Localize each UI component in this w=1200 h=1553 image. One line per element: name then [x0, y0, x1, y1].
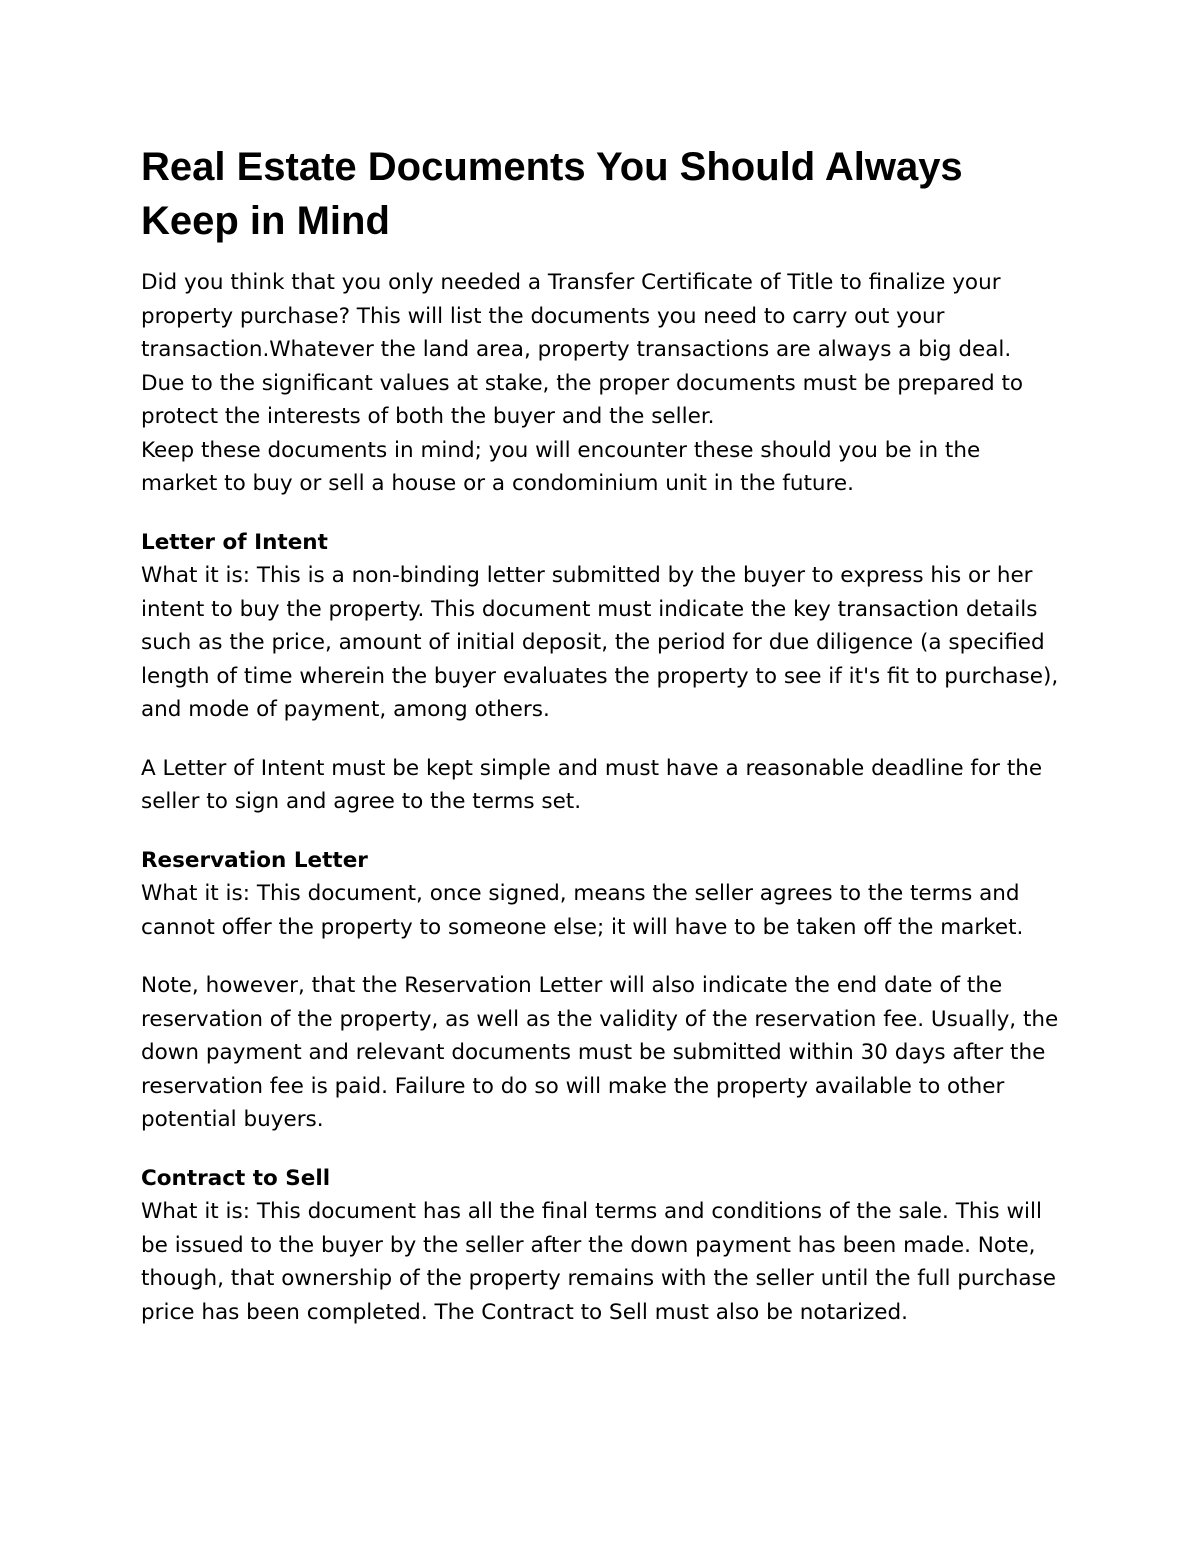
- document-title: Real Estate Documents You Should Always Keep in Mind: [141, 145, 963, 243]
- section-paragraph: A Letter of Intent must be kept simple and must have a reasonable deadline for the seller to sign and agree to the terms set.: [141, 755, 1043, 814]
- section-paragraph: Note, however, that the Reservation Letter will also indicate the end date of the reservation of the property, as well as the validity of the reservation fee. Usually, the down payment and relevant documents must be submitted within 30 days after the reservation fee is paid. Failure to do so will make the property available to other potential buyers.: [141, 973, 1059, 1132]
- section-heading: Contract to Sell: [141, 1165, 331, 1191]
- section-heading: Letter of Intent: [141, 529, 328, 555]
- section-paragraph: What it is: This document, once signed, means the seller agrees to the terms and cannot offer the property to someone else; it will have to be taken off the market.: [141, 881, 1024, 940]
- document-page: [141, 140, 1061, 1329]
- section-heading: Reservation Letter: [141, 847, 368, 873]
- intro-paragraph-2: Keep these documents in mind; you will encounter these should you be in the market to buy or sell a house or a condominium unit in the future.: [141, 437, 981, 496]
- section-contract-to-sell: [141, 1162, 1061, 1330]
- intro-block: [141, 266, 1061, 501]
- section-reservation-letter: [141, 844, 1061, 1137]
- intro-paragraph-1: Did you think that you only needed a Transfer Certificate of Title to finalize your property purchase? This will list the documents you need to carry out your transaction.Whatever the land area, property transactions are always a big deal. Due to the significant values at stake, the proper documents must be prepared to protect the interests of both the buyer and the seller.: [141, 270, 1024, 429]
- section-paragraph: What it is: This document has all the final terms and conditions of the sale. This will be issued to the buyer by the seller after the down payment has been made. Note, though, that ownership of the property remains with the seller until the full purchase price has been completed. The Contract to Sell must also be notarized.: [141, 1199, 1056, 1325]
- section-letter-of-intent: [141, 526, 1061, 819]
- section-paragraph: What it is: This is a non-binding letter submitted by the buyer to express his or her intent to buy the property. This document must indicate the key transaction details such as the price, amount of initial deposit, the period for due diligence (a specified length of time wherein the buyer evaluates the property to see if it's fit to purchase), and mode of payment, among others.: [141, 563, 1059, 722]
